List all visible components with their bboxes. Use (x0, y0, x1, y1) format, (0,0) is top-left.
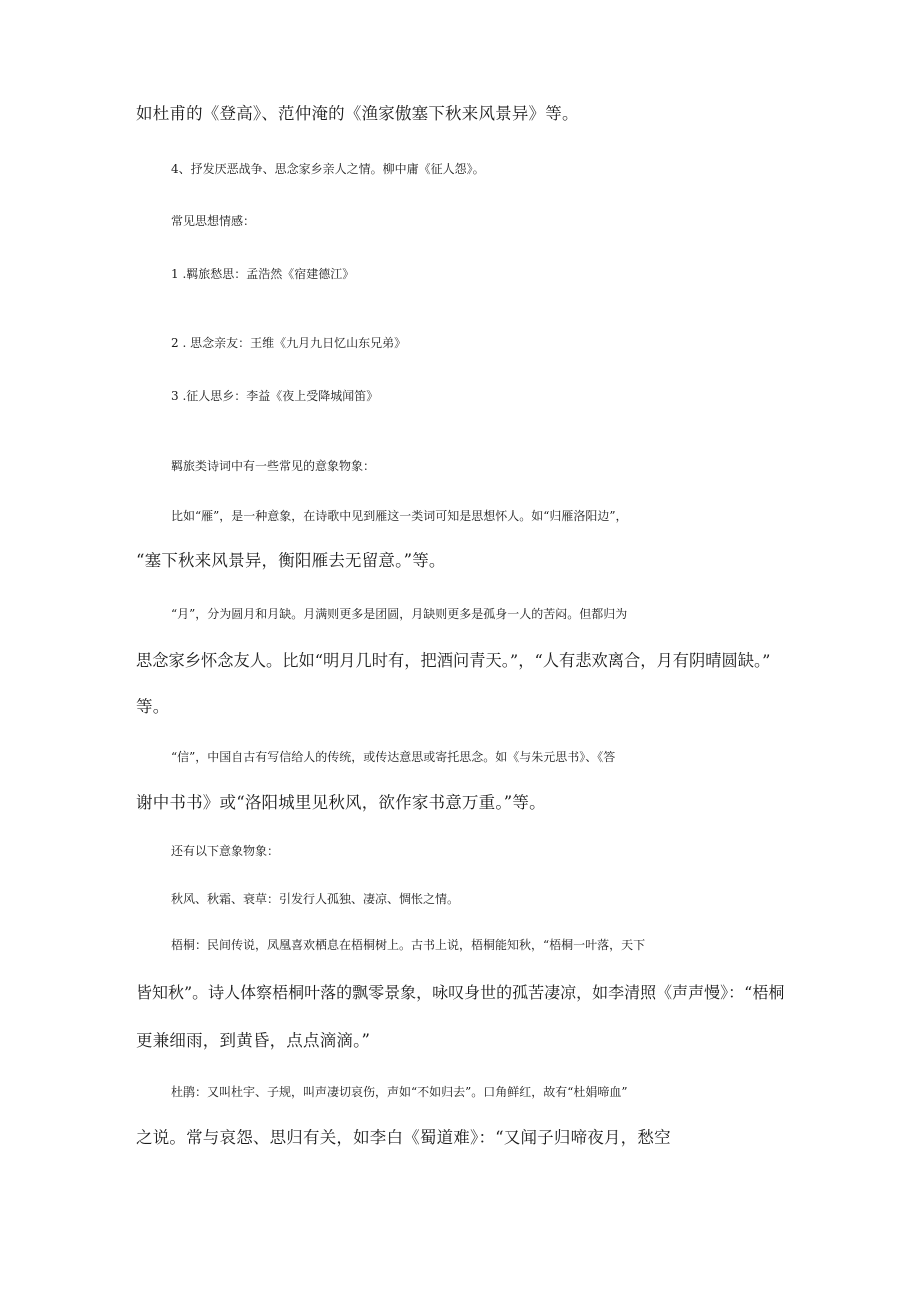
text-line-dujuan-1: 杜鹃：又叫杜宇、子规，叫声凄切哀伤，声如“不如归去”。口角鲜红，故有“杜娟啼血” (171, 1085, 628, 1099)
text-line-autumn-wind: 秋风、秋霜、衰草：引发行人孤独、凄凉、惆怅之情。 (171, 892, 460, 906)
text-line-yue-2: 思念家乡怀念友人。比如“明月几时有，把酒问青天。”，“人有悲欢离合，月有阴晴圆缺。” (136, 651, 771, 670)
text-line-item-4-war: 4、抒发厌恶战争、思念家乡亲人之情。柳中庸《征人怨》。 (171, 162, 485, 176)
text-line-heading-common-emotions: 常见思想情感： (171, 214, 256, 228)
text-line-xin-1: “信”，中国自古有写信给人的传统，或传达意思或寄托思念。如《与朱元思书》、《答 (171, 750, 616, 764)
text-line-wutong-1: 梧桐：民间传说，凤凰喜欢栖息在梧桐树上。古书上说，梧桐能知秋，“梧桐一叶落，天下 (171, 938, 646, 952)
text-line-wutong-3: 更兼细雨，到黄昏，点点滴滴。” (136, 1031, 371, 1050)
text-line-emotion-2: 2 . 思念亲友：王维《九月九日忆山东兄弟》 (171, 336, 407, 350)
text-line-emotion-1: 1 .羁旅愁思：孟浩然《宿建德江》 (171, 267, 355, 281)
text-line-wutong-2: 皆知秋”。诗人体察梧桐叶落的飘零景象，咏叹身世的孤苦凄凉，如李清照《声声慢》：“梧桐 (136, 983, 785, 1002)
text-line-heading-imagery: 羁旅类诗词中有一些常见的意象物象： (171, 459, 376, 473)
text-line-yue-3: 等。 (136, 697, 170, 716)
text-line-xin-2: 谢中书书》或“洛阳城里见秋风，欲作家书意万重。”等。 (136, 793, 546, 812)
text-line-yue-1: “月”，分为圆月和月缺。月满则更多是团圆，月缺则更多是孤身一人的苦闷。但都归为 (171, 607, 628, 621)
text-line-dujuan-2: 之说。常与哀怨、思归有关，如李白《蜀道难》：“又闻子归啼夜月，愁空 (136, 1128, 671, 1147)
text-line-yan-2: “塞下秋来风景异，衡阳雁去无留意。”等。 (136, 551, 446, 570)
text-line-emotion-3: 3 .征人思乡：李益《夜上受降城闻笛》 (171, 389, 379, 403)
text-line-heading-more-imagery: 还有以下意象物象： (171, 844, 280, 858)
text-line-examples-dengao: 如杜甫的《登高》、范仲淹的《渔家傲塞下秋来风景异》等。 (136, 104, 579, 123)
text-line-yan-1: 比如“雁”，是一种意象，在诗歌中见到雁这一类词可知是思想怀人。如“归雁洛阳边”， (171, 509, 628, 523)
